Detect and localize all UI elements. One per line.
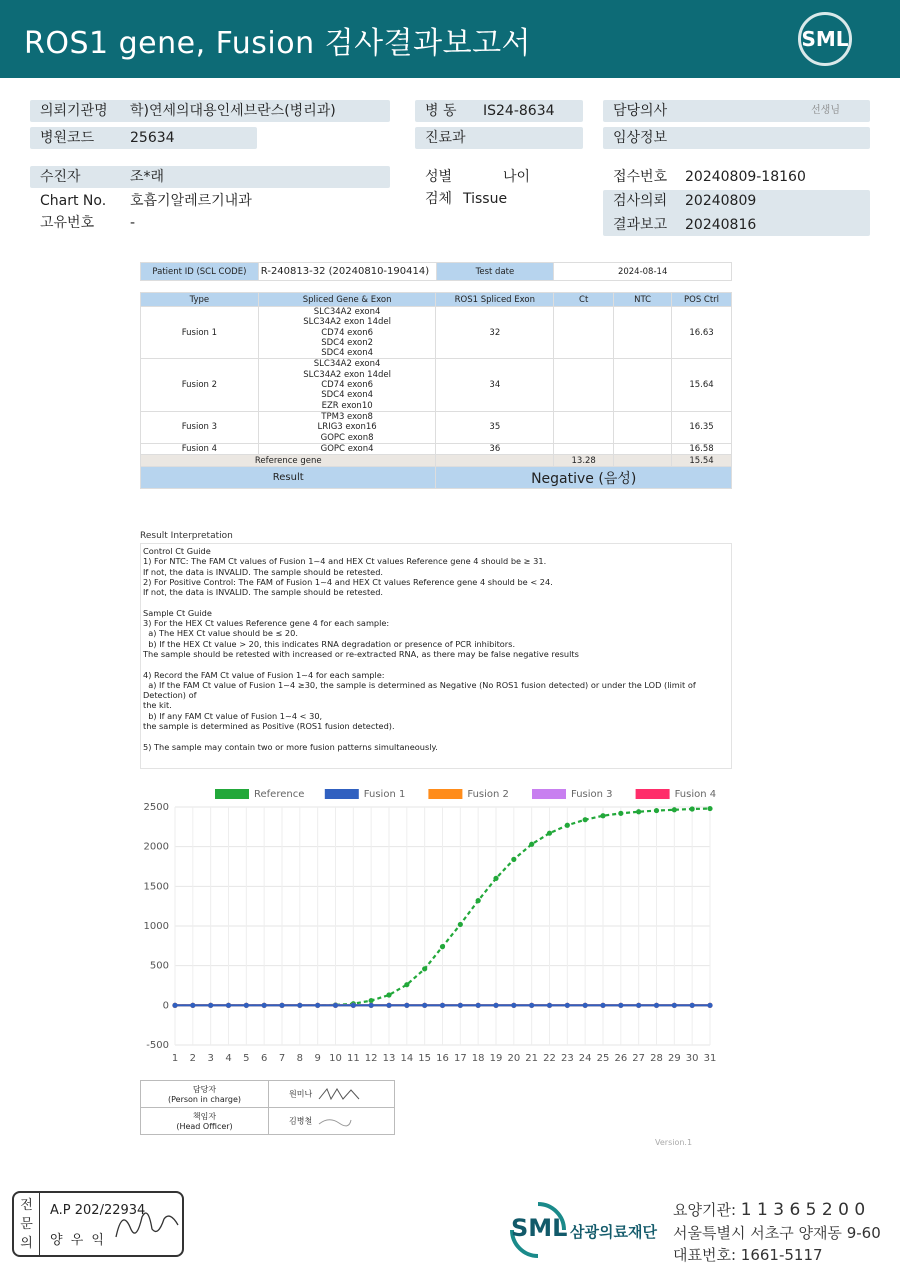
data-point: [654, 808, 659, 813]
person-in-charge-label: [141, 1081, 269, 1108]
patient-row: [30, 166, 390, 188]
x-tick-label: 1: [171, 1053, 179, 1064]
data-point: [369, 998, 374, 1003]
stamp-name: 양 우 익: [50, 1233, 106, 1248]
x-tick-label: 30: [685, 1053, 699, 1064]
cell-ros1-exon: 35: [436, 411, 554, 443]
unique-value: -: [130, 215, 136, 231]
x-tick-label: 20: [507, 1053, 521, 1064]
doctor-label: 담당의사: [613, 103, 668, 119]
gene-exon: LRIG3 exon16: [317, 422, 377, 433]
requesting-org-row: [30, 100, 390, 122]
interpretation-line: the kit.: [143, 700, 172, 711]
doctor-row: [603, 100, 870, 122]
interpretation-line: If not, the data is INVALID. The sample should be retested.: [143, 587, 383, 598]
version-label: Version.1: [655, 1138, 693, 1147]
gene-exon: SDC4 exon4: [321, 348, 374, 359]
cell-ct: [554, 411, 614, 443]
reference-row: [141, 455, 732, 467]
cell-ros1-exon: 34: [436, 359, 554, 411]
interpretation-line: b) If the HEX Ct value > 20, this indicates RNA degradation or presence of PCR inhibitors.: [143, 638, 516, 649]
data-point: [190, 1003, 195, 1008]
cell-ntc: [614, 307, 672, 359]
reference-ct: 13.28: [554, 455, 614, 467]
x-tick-label: 8: [296, 1053, 304, 1064]
x-tick-label: 13: [382, 1053, 396, 1064]
patient-label: 수진자: [40, 169, 81, 185]
x-tick-label: 27: [632, 1053, 646, 1064]
col-header: Type: [141, 293, 259, 307]
x-tick-label: 19: [489, 1053, 503, 1064]
x-tick-label: 28: [650, 1053, 663, 1064]
footer-org: 삼광의료재단: [570, 1223, 657, 1241]
data-point: [315, 1003, 320, 1008]
person-label-ko: 담당자: [192, 1085, 217, 1094]
cell-ct: [554, 307, 614, 359]
legend-label: Fusion 3: [571, 789, 613, 800]
cell-ros1-exon: 32: [436, 307, 554, 359]
data-point: [422, 966, 427, 971]
cell-ct: [554, 443, 614, 454]
data-point: [458, 922, 463, 927]
data-point: [583, 1003, 588, 1008]
gene-exon: EZR exon10: [321, 400, 373, 411]
cell-pos-ctrl: 16.63: [672, 307, 732, 359]
department-label: 진료과: [425, 130, 466, 146]
data-point: [618, 811, 623, 816]
results-row: [141, 443, 732, 454]
institution-code: 1 1 3 6 5 2 0 0: [740, 1200, 866, 1220]
report-title: ROS1 gene, Fusion 검사결과보고서: [24, 26, 532, 61]
data-point: [690, 1003, 695, 1008]
gene-exon: SLC34A2 exon4: [313, 359, 381, 370]
x-tick-label: 21: [525, 1053, 539, 1064]
legend-label: Reference: [254, 789, 305, 800]
amplification-chart: [130, 780, 730, 1070]
y-tick-label: 2000: [143, 841, 169, 853]
reference-label: Reference gene: [141, 455, 436, 467]
x-tick-label: 16: [436, 1053, 449, 1064]
data-point: [351, 1003, 356, 1008]
interpretation-line: 1) For NTC: The FAM Ct values of Fusion 1~4 and HEX Ct values Reference gene 4 should be ≥ 31.: [143, 556, 547, 567]
data-point: [636, 1003, 641, 1008]
cell-genes: [258, 443, 436, 454]
legend-label: Fusion 1: [363, 789, 406, 800]
gene-exon: SLC34A2 exon 14del: [303, 317, 391, 328]
data-point: [226, 1003, 231, 1008]
data-point: [600, 1003, 605, 1008]
y-tick-label: 2500: [143, 802, 169, 813]
data-point: [672, 1003, 677, 1008]
data-point: [476, 898, 481, 903]
gene-exon: SLC34A2 exon4: [313, 307, 381, 317]
x-tick-label: 25: [596, 1053, 610, 1064]
gene-exon: SDC4 exon4: [321, 390, 374, 401]
y-tick-label: 0: [162, 1000, 169, 1012]
cell-ntc: [614, 455, 672, 467]
report-header: [0, 0, 900, 78]
data-point: [333, 1003, 338, 1008]
doctor-suffix: 선생님: [811, 105, 840, 116]
x-tick-label: 31: [703, 1053, 717, 1064]
data-point: [458, 1003, 463, 1008]
data-point: [707, 1003, 712, 1008]
interpretation-line: [143, 659, 729, 669]
person-in-charge: [269, 1081, 395, 1108]
data-point: [262, 1003, 267, 1008]
code-label: 요양기관:: [673, 1201, 737, 1219]
patient-id: R-240813-32 (20240810-190414): [258, 263, 436, 281]
cell-pos-ctrl: 16.58: [672, 443, 732, 454]
result-row: [141, 467, 732, 489]
data-point: [547, 831, 552, 836]
legend-label: Fusion 2: [467, 789, 509, 800]
result-label: Result: [141, 467, 436, 489]
signature-mark: [315, 1085, 365, 1103]
data-point: [279, 1003, 284, 1008]
report-date: 20240816: [685, 217, 757, 233]
x-tick-label: 2: [189, 1053, 197, 1064]
cell-type: Fusion 4: [141, 443, 259, 454]
gene-exon: TPM3 exon8: [321, 411, 373, 422]
legend-swatch: [325, 789, 359, 799]
interpretation-line: 4) Record the FAM Ct value of Fusion 1~4 for each sample:: [143, 669, 385, 680]
data-point: [618, 1003, 623, 1008]
test-date: 2024-08-14: [554, 263, 732, 281]
unique-label: 고유번호: [40, 215, 95, 231]
legend-label: Fusion 4: [674, 789, 717, 800]
specimen-label: 검체: [425, 191, 453, 207]
head-officer: [269, 1108, 395, 1135]
data-point: [493, 876, 498, 881]
sex-age-row: [415, 166, 583, 188]
data-point: [476, 1003, 481, 1008]
chart-row: [30, 190, 390, 212]
data-point: [583, 817, 588, 822]
interpretation-line: 3) For the HEX Ct values Reference gene 4 for each sample:: [143, 618, 390, 629]
x-tick-label: 23: [560, 1053, 574, 1064]
cell-ntc: [614, 411, 672, 443]
gene-exon: GOPC exon4: [320, 443, 374, 454]
head-officer-label: [141, 1108, 269, 1135]
data-point: [369, 1003, 374, 1008]
interpretation-line: 5) The sample may contain two or more fusion patterns simultaneously.: [143, 741, 438, 752]
chart-label: Chart No.: [40, 193, 107, 209]
report-date-label: 결과보고: [613, 217, 668, 233]
data-point: [565, 1003, 570, 1008]
phone-label: 대표번호:: [673, 1246, 737, 1264]
gene-exon: CD74 exon6: [321, 380, 374, 391]
interpretation-line: The sample should be retested with increased or re-extracted RNA, as there may be false negative results: [143, 648, 579, 659]
x-tick-label: 5: [243, 1053, 250, 1064]
interpretation-line: Control Ct Guide: [143, 546, 211, 556]
test-date-label: Test date: [436, 263, 554, 281]
legend-swatch: [636, 789, 670, 799]
data-point: [529, 842, 534, 847]
receipt-row: [603, 166, 870, 188]
legend-swatch: [532, 789, 566, 799]
x-tick-label: 3: [207, 1053, 214, 1064]
cell-ct: [554, 359, 614, 411]
data-point: [172, 1003, 177, 1008]
interpretation-line: 2) For Positive Control: The FAM of Fusion 1~4 and HEX Ct values Reference gene 4 should be < 24.: [143, 576, 553, 587]
data-point: [244, 1003, 249, 1008]
x-tick-label: 22: [543, 1053, 556, 1064]
result-value: Negative (음성): [436, 467, 732, 489]
interpretation-box: [140, 543, 732, 769]
data-point: [565, 823, 570, 828]
requesting-org-label: 의뢰기관명: [40, 103, 108, 119]
col-header: ROS1 Spliced Exon: [436, 293, 554, 307]
footer-brand: SML: [511, 1214, 568, 1242]
y-tick-label: 1500: [143, 881, 169, 893]
data-point: [404, 1003, 409, 1008]
chart-value: 호흡기알레르기내과: [130, 193, 252, 209]
x-tick-label: 14: [400, 1053, 414, 1064]
x-tick-label: 11: [346, 1053, 360, 1064]
y-tick-label: -500: [146, 1040, 169, 1051]
cell-ntc: [614, 359, 672, 411]
hospital-code: 25634: [130, 130, 175, 146]
x-tick-label: 9: [314, 1053, 321, 1064]
dates-block: [603, 190, 870, 236]
legend-swatch: [215, 789, 249, 799]
data-point: [493, 1003, 498, 1008]
interpretation-line: [143, 597, 729, 607]
results-table: [140, 292, 732, 489]
stamp-char: 의: [20, 1236, 33, 1251]
col-header: Spliced Gene & Exon: [258, 293, 436, 307]
reference-pos: 15.54: [672, 455, 732, 467]
signature-table: [140, 1080, 395, 1135]
receipt-label: 접수번호: [613, 169, 668, 185]
sml-logo: SML: [801, 27, 849, 51]
stamp-signature: [112, 1207, 182, 1247]
specimen: Tissue: [463, 191, 508, 207]
x-tick-label: 24: [578, 1053, 592, 1064]
data-point: [600, 813, 605, 818]
age-label: 나이: [503, 169, 531, 185]
data-point: [511, 857, 516, 862]
signature-mark: [315, 1114, 355, 1128]
head-name: 김병철: [289, 1116, 313, 1126]
ward-label: 병 동: [425, 103, 457, 119]
cell-type: Fusion 1: [141, 307, 259, 359]
cell-ntc: [614, 443, 672, 454]
interpretation-line: [143, 731, 729, 741]
gene-exon: SLC34A2 exon 14del: [303, 369, 391, 380]
department-row: [415, 127, 583, 149]
x-tick-label: 10: [329, 1053, 342, 1064]
gene-exon: SDC4 exon2: [321, 337, 374, 348]
x-tick-label: 4: [225, 1053, 232, 1064]
x-tick-label: 7: [278, 1053, 286, 1064]
clinical-info-label: 임상정보: [613, 130, 668, 146]
interpretation-line: If not, the data is INVALID. The sample should be retested.: [143, 566, 383, 577]
x-tick-label: 26: [614, 1053, 628, 1064]
cell-genes: [258, 307, 436, 359]
stamp-ap: A.P 202/22934: [50, 1203, 146, 1218]
patient-name: 조*래: [130, 169, 165, 185]
interpretation-line: a) The HEX Ct value should be ≤ 20.: [143, 628, 298, 639]
x-tick-label: 15: [418, 1053, 432, 1064]
data-point: [707, 806, 712, 811]
interpretation-line: Sample Ct Guide: [143, 607, 212, 618]
col-header: NTC: [614, 293, 672, 307]
patient-bar: [140, 262, 732, 281]
data-point: [386, 1003, 391, 1008]
cell-ros1-exon: 36: [436, 443, 554, 454]
x-tick-label: 17: [453, 1053, 467, 1064]
cell-pos-ctrl: 15.64: [672, 359, 732, 411]
cell-genes: [258, 359, 436, 411]
ward-row: [415, 100, 583, 122]
data-point: [636, 809, 641, 814]
data-point: [654, 1003, 659, 1008]
data-point: [422, 1003, 427, 1008]
col-header: Ct: [554, 293, 614, 307]
data-point: [672, 807, 677, 812]
results-row: [141, 359, 732, 411]
y-tick-label: 1000: [143, 921, 169, 932]
hospital-code-label: 병원코드: [40, 130, 95, 146]
interpretation-line: b) If any FAM Ct value of Fusion 1~4 < 30,: [143, 710, 323, 721]
cell-type: Fusion 2: [141, 359, 259, 411]
data-point: [547, 1003, 552, 1008]
person-name: 원미나: [289, 1089, 313, 1099]
legend-swatch: [428, 789, 462, 799]
receipt-number: 20240809-18160: [685, 169, 806, 185]
specimen-row: [415, 188, 583, 210]
data-point: [208, 1003, 213, 1008]
phone-number: 1661-5117: [740, 1246, 823, 1264]
cell-genes: [258, 411, 436, 443]
sex-label: 성별: [425, 169, 453, 185]
x-tick-label: 18: [471, 1053, 485, 1064]
gene-exon: CD74 exon6: [321, 327, 374, 338]
x-tick-label: 12: [364, 1053, 378, 1064]
unique-row: [30, 212, 390, 234]
data-point: [440, 944, 445, 949]
data-point: [511, 1003, 516, 1008]
request-date-label: 검사의뢰: [613, 193, 668, 209]
hospital-code-row: [30, 127, 257, 149]
results-row: [141, 307, 732, 359]
data-point: [297, 1003, 302, 1008]
footer-phone-row: [673, 1244, 823, 1265]
data-point: [440, 1003, 445, 1008]
footer-address: 서울특별시 서초구 양재동 9-60: [673, 1224, 881, 1242]
ward: IS24-8634: [483, 103, 555, 119]
request-date: 20240809: [685, 193, 757, 209]
person-label-en: (Person in charge): [167, 1095, 242, 1104]
data-point: [386, 992, 391, 997]
results-row: [141, 411, 732, 443]
results-header-row: [141, 293, 732, 307]
stamp-side: [14, 1193, 40, 1255]
gene-exon: GOPC exon8: [320, 432, 374, 443]
y-tick-label: 500: [149, 960, 169, 972]
clinical-info-row: [603, 127, 870, 149]
head-label-en: (Head Officer): [176, 1122, 233, 1131]
interpretation-title: Result Interpretation: [140, 531, 233, 541]
cell-type: Fusion 3: [141, 411, 259, 443]
data-point: [529, 1003, 534, 1008]
stamp-char: 전: [20, 1198, 33, 1213]
interpretation-line: the sample is determined as Positive (ROS1 fusion detected).: [143, 721, 395, 732]
stamp-char: 문: [20, 1217, 33, 1232]
data-point: [404, 982, 409, 987]
col-header: POS Ctrl: [672, 293, 732, 307]
specialist-stamp: [12, 1191, 184, 1257]
data-point: [690, 806, 695, 811]
x-tick-label: 29: [667, 1053, 681, 1064]
interpretation-line: a) If the FAM Ct value of Fusion 1~4 ≥30, the sample is determined as Negative (No ROS1 fusion detected) or under the LOD (limit of Detection) of: [143, 679, 699, 701]
patient-id-label: Patient ID (SCL CODE): [141, 263, 259, 281]
x-tick-label: 6: [260, 1053, 268, 1064]
cell-pos-ctrl: 16.35: [672, 411, 732, 443]
footer-code-row: [673, 1199, 865, 1220]
cell-ros1-exon: [436, 455, 554, 467]
requesting-org: 학)연세의대용인세브란스(병리과): [130, 103, 336, 119]
head-label-ko: 책임자: [192, 1112, 217, 1121]
